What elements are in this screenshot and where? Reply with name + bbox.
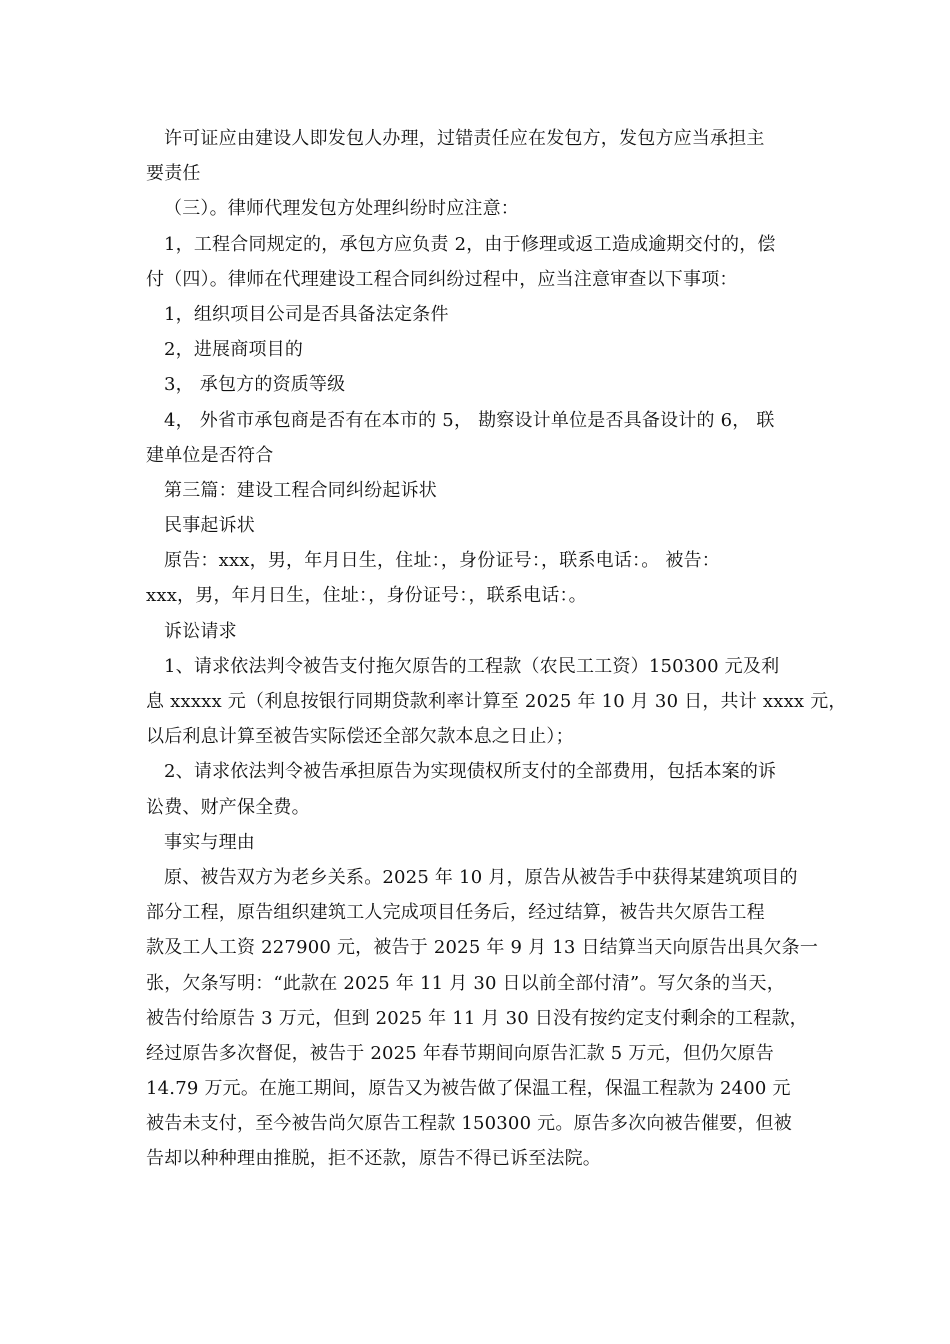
- text-line: 讼费、财产保全费。: [146, 796, 310, 818]
- document-body: [146, 121, 847, 1177]
- section-heading: 事实与理由: [164, 831, 255, 853]
- text-line: 许可证应由建设人即发包人办理，过错责任应在发包方，发包方应当承担主: [164, 128, 765, 149]
- section-heading: 第三篇：建设工程合同纠纷起诉状: [164, 479, 437, 501]
- section-heading: 诉讼请求: [164, 620, 237, 642]
- text-line: 原、被告双方为老乡关系。2025 年 10 月，原告从被告手中获得某建筑项目的: [164, 866, 798, 888]
- text-line: 1，组织项目公司是否具备法定条件: [164, 303, 449, 325]
- text-line: 部分工程，原告组织建筑工人完成项目任务后，经过结算，被告共欠原告工程: [146, 902, 765, 924]
- text-line: xxx，男，年月日生，住址：，身份证号：，联系电话：。: [146, 585, 587, 607]
- document-title: 民事起诉状: [164, 515, 255, 537]
- text-line: 14.79 万元。在施工期间，原告又为被告做了保温工程，保温工程款为 2400 元: [146, 1078, 791, 1100]
- text-line: 款及工人工资 227900 元，被告于 2025 年 9 月 13 日结算当天向原告出具欠条一: [146, 937, 819, 959]
- text-line: 以后利息计算至被告实际偿还全部欠款本息之日止）；: [146, 726, 574, 748]
- text-line: 1、请求依法判令被告支付拖欠原告的工程款（农民工工资）150300 元及利: [164, 655, 780, 677]
- text-line: 张，欠条写明：“此款在 2025 年 11 月 30 日以前全部付清”。写欠条的当天，: [146, 972, 785, 994]
- text-line: 3， 承包方的资质等级: [164, 374, 346, 396]
- text-line: 1，工程合同规定的，承包方应负责 2，由于修理或返工造成逾期交付的，偿: [164, 233, 776, 255]
- text-line: 2、请求依法判令被告承担原告为实现债权所支付的全部费用，包括本案的诉: [164, 761, 777, 783]
- text-line: 被告未支付，至今被告尚欠原告工程款 150300 元。原告多次向被告催要，但被: [146, 1113, 792, 1135]
- text-line: 经过原告多次督促，被告于 2025 年春节期间向原告汇款 5 万元，但仍欠原告: [146, 1042, 774, 1064]
- text-line: 4， 外省市承包商是否有在本市的 5， 勘察设计单位是否具备设计的 6， 联: [164, 409, 775, 431]
- text-line: 息 xxxxx 元（利息按银行同期贷款利率计算至 2025 年 10 月 30 日，共计 xxxx 元，: [146, 691, 847, 712]
- text-line: 原告：xxx，男，年月日生，住址：，身份证号：，联系电话：。 被告：: [164, 550, 720, 572]
- text-line: 建单位是否符合: [146, 444, 274, 466]
- text-line: 付（四）。律师在代理建设工程合同纠纷过程中，应当注意审查以下事项：: [146, 268, 738, 290]
- text-line: 被告付给原告 3 万元，但到 2025 年 11 月 30 日没有按约定支付剩余的工程款，: [146, 1007, 808, 1029]
- text-line: 2，进展商项目的: [164, 339, 304, 361]
- text-line: 告却以种种理由推脱，拒不还款，原告不得已诉至法院。: [146, 1148, 601, 1170]
- text-line: （三）。律师代理发包方处理纠纷时应注意：: [164, 198, 519, 220]
- text-line: 要责任: [146, 163, 201, 185]
